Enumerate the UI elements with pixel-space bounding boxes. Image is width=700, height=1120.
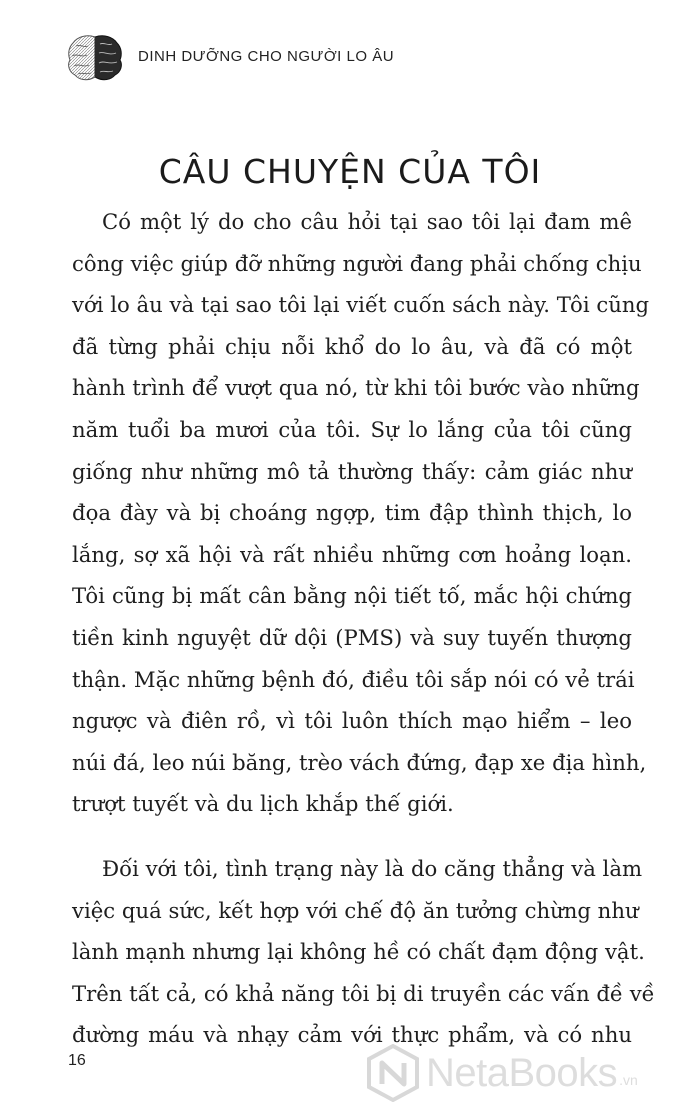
text-line: đường máu và nhạy cảm với thực phẩm, và có nhu [72,1022,632,1048]
text-line: đã từng phải chịu nỗi khổ do lo âu, và đã có một [72,333,632,359]
text-line: công việc giúp đỡ những người đang phải chống chịu [72,250,642,276]
text-line: giống như những mô tả thường thấy: cảm giác như [72,458,632,484]
text-line: Đối với tôi, tình trạng này là do căng thẳng và làm [102,855,643,881]
text-line: tiền kinh nguyệt dữ dội (PMS) và suy tuyến thượng [72,624,632,650]
text-line: Có một lý do cho câu hỏi tại sao tôi lại đam mê [102,209,632,234]
brain-icon [66,32,124,84]
text-line: với lo âu và tại sao tôi lại viết cuốn sách này. Tôi cũng [72,292,650,318]
text-line: núi đá, leo núi băng, trèo vách đứng, đạp xe địa hình, [72,749,647,775]
text-line: trượt tuyết và du lịch khắp thế giới. [72,791,454,817]
text-line: lắng, sợ xã hội và rất nhiều những cơn hoảng loạn. [72,541,632,567]
watermark-suffix: .vn [619,1072,638,1088]
text-line: năm tuổi ba mươi của tôi. Sự lo lắng của tôi cũng [72,416,632,442]
text-line: đọa đày và bị choáng ngợp, tim đập thình thịch, lo [72,500,632,526]
watermark-brand: NetaBooks [426,1050,618,1095]
text-line: lành mạnh nhưng lại không hề có chất đạm động vật. [72,939,645,965]
text-line: thận. Mặc những bệnh đó, điều tôi sắp nói có vẻ trái [72,666,635,692]
text-line: hành trình để vượt qua nó, từ khi tôi bước vào những [72,375,640,401]
page-number: 16 [68,1052,86,1069]
text-line: Trên tất cả, có khả năng tôi bị di truyền các vấn đề về [72,980,655,1006]
text-line: việc quá sức, kết hợp với chế độ ăn tưởng chừng như [72,897,639,923]
paragraph [72,201,650,825]
text-line: Tôi cũng bị mất cân bằng nội tiết tố, mắc hội chứng [72,583,632,609]
watermark [366,1042,696,1104]
chapter-title: CÂU CHUYỆN CỦA TÔI [158,152,542,192]
text-line: ngược và điên rồ, vì tôi luôn thích mạo hiểm – leo [72,708,632,734]
chapter-body [72,201,655,1056]
running-header [66,30,394,86]
netabooks-logo-icon [366,1044,420,1102]
paragraph [72,848,655,1056]
running-title: DINH DƯỠNG CHO NGƯỜI LO ÂU [138,47,395,65]
